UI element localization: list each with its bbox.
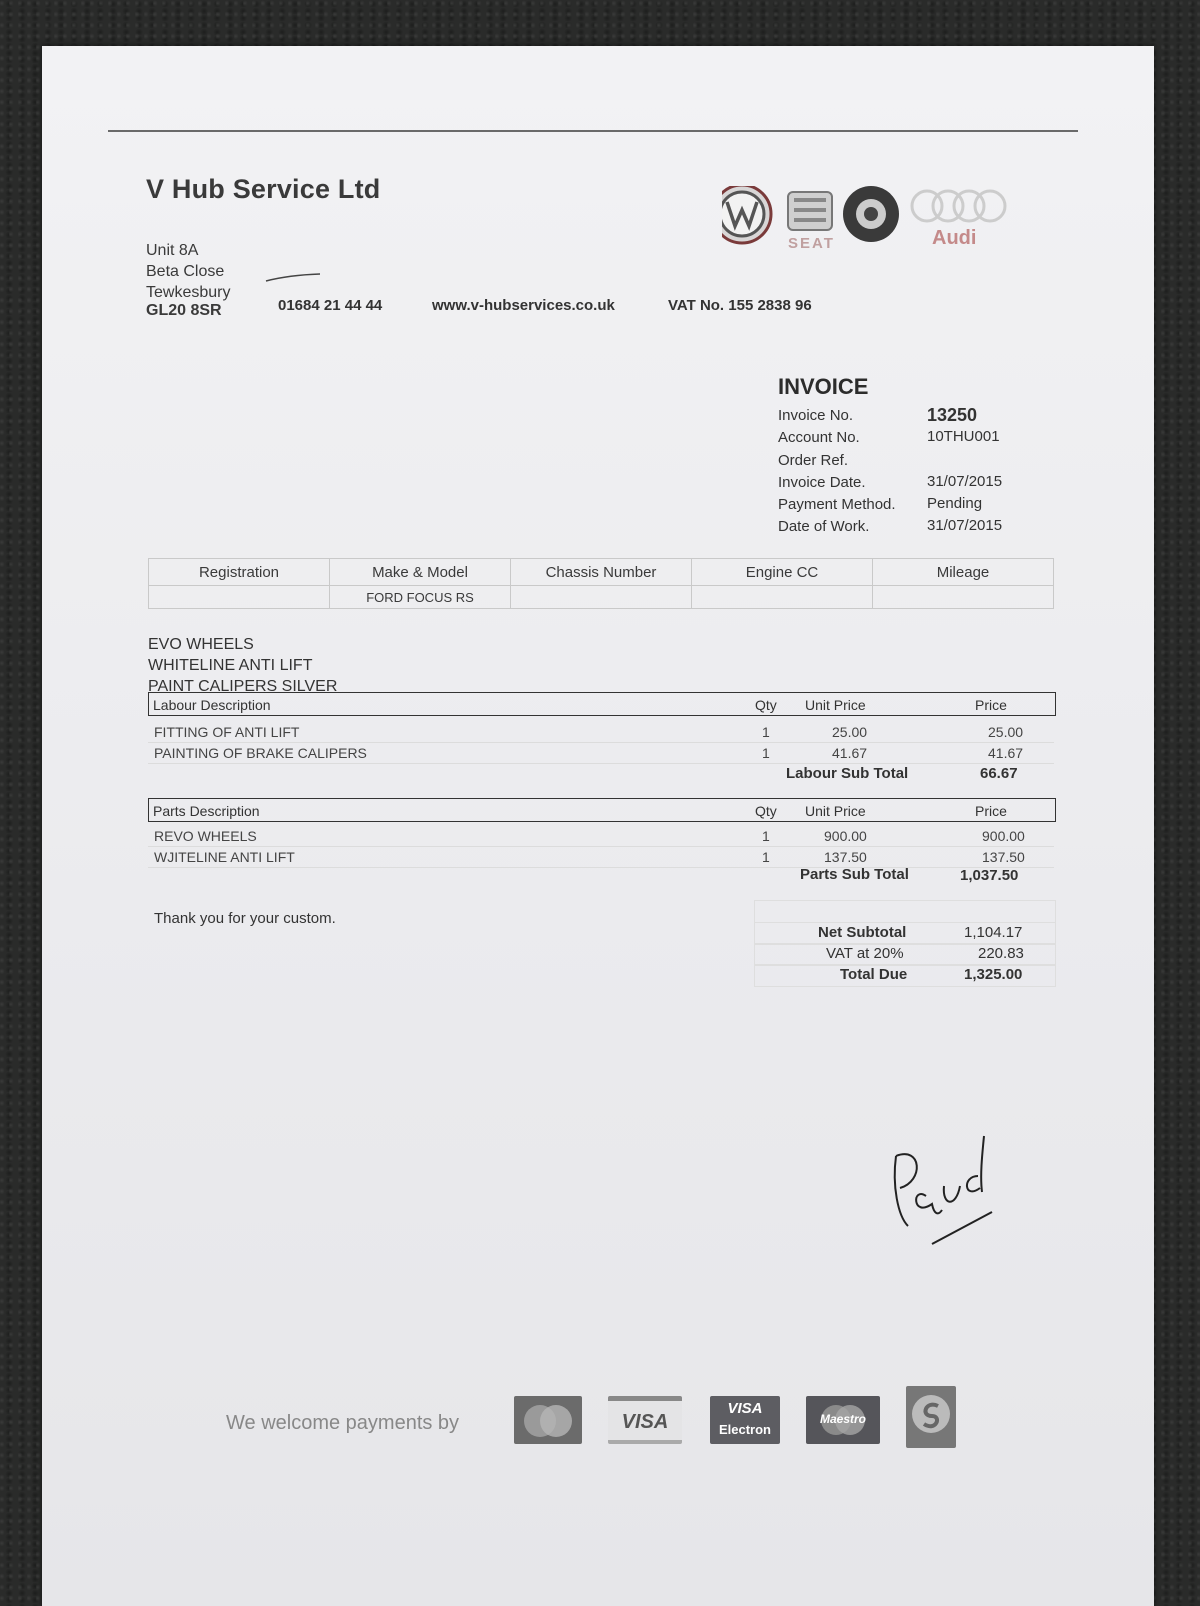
registration-value [149,586,330,609]
parts-header [148,798,1056,822]
vat-value: 220.83 [978,945,1024,962]
parts-subtotal-value: 1,037.50 [960,867,1019,884]
skoda-logo-icon [843,186,899,242]
parts-qty-header: Qty [755,803,777,819]
labour-qty: 1 [762,745,770,761]
total-due-value: 1,325.00 [964,966,1023,983]
labour-qty-header: Qty [755,697,777,713]
make-model-value: FORD FOCUS RS [330,586,511,609]
totals-spacer [754,900,1056,923]
chassis-number-header: Chassis Number [511,559,692,586]
total-due-label: Total Due [840,966,908,983]
visa-electron-top-text: VISA [727,1400,763,1417]
registration-header: Registration [149,559,330,586]
vat-number: VAT No. 155 2838 96 [668,297,812,314]
labour-desc: PAINTING OF BRAKE CALIPERS [154,745,367,761]
vat-label: VAT at 20% [826,945,904,962]
parts-price: 900.00 [982,828,1025,844]
visa-electron-bottom-text: Electron [718,1422,771,1437]
vehicle-value-row [149,586,1054,609]
website: www.v-hubservices.co.uk [432,297,615,314]
chassis-number-value [511,586,692,609]
labour-unit-header: Unit Price [805,697,866,713]
header-rule [108,130,1078,132]
vehicle-header-row [149,559,1054,586]
invoice-title: INVOICE [778,374,869,399]
seat-wordmark: SEAT [788,235,835,252]
payment-method-label: Payment Method. [778,496,896,513]
account-no-value: 10THU001 [927,428,1000,445]
payments-label: We welcome payments by [226,1412,460,1434]
visa-logo-icon [608,1396,682,1444]
thank-you-note: Thank you for your custom. [154,910,336,927]
labour-row [148,721,1054,743]
parts-price: 137.50 [982,849,1025,865]
note-line: WHITELINE ANTI LIFT [148,657,313,674]
invoice-no-label: Invoice No. [778,407,854,424]
pen-mark [264,270,322,280]
mileage-header: Mileage [873,559,1054,586]
invoice-date-label: Invoice Date. [778,474,866,491]
parts-desc-header: Parts Description [153,803,260,819]
labour-price: 25.00 [988,724,1024,740]
address-line-2: Beta Close [146,263,225,280]
signature [882,1126,1002,1246]
signature-graphic [882,1126,1002,1246]
visa-electron-logo-icon [710,1396,780,1444]
brand-logos-graphic [722,186,1082,256]
job-notes [148,634,337,697]
brand-logos [722,186,1082,256]
mastercard-logo-icon [514,1396,582,1444]
labour-header [148,692,1056,716]
parts-subtotal-label: Parts Sub Total [800,866,909,883]
parts-row [148,825,1054,847]
invoice-paper [42,46,1154,1606]
date-of-work-value: 31/07/2015 [927,517,1003,534]
labour-price: 41.67 [988,745,1024,761]
address-line-1: Unit 8A [146,242,199,259]
company-name: V Hub Service Ltd [146,174,381,204]
phone-number: 01684 21 44 44 [278,297,383,314]
labour-subtotal-label: Labour Sub Total [786,765,909,782]
engine-cc-value [692,586,873,609]
labour-unit: 41.67 [832,745,868,761]
solo-logo-icon [906,1386,956,1448]
invoice-no-value: 13250 [927,405,978,425]
parts-unit-header: Unit Price [805,803,866,819]
maestro-logo-icon [806,1396,880,1444]
address-line-3: Tewkesbury [146,284,231,301]
parts-qty: 1 [762,849,770,865]
parts-unit: 137.50 [824,849,867,865]
postcode: GL20 8SR [146,302,222,319]
engine-cc-header: Engine CC [692,559,873,586]
audi-wordmark: Audi [932,227,977,249]
note-line: PAINT CALIPERS SILVER [148,678,338,695]
parts-price-header: Price [975,803,1007,819]
invoice-date-value: 31/07/2015 [927,473,1003,490]
labour-row [148,742,1054,764]
parts-desc: REVO WHEELS [154,828,257,844]
labour-price-header: Price [975,697,1007,713]
account-no-label: Account No. [778,429,860,446]
parts-unit: 900.00 [824,828,867,844]
net-subtotal-label: Net Subtotal [818,924,907,941]
make-model-header: Make & Model [330,559,511,586]
labour-desc-header: Labour Description [153,697,271,713]
parts-desc: WJITELINE ANTI LIFT [154,849,295,865]
labour-desc: FITTING OF ANTI LIFT [154,724,300,740]
parts-row [148,846,1054,868]
vw-logo-icon [722,186,771,243]
mileage-value [873,586,1054,609]
labour-subtotal-value: 66.67 [980,765,1018,782]
audi-rings-icon [912,191,1005,221]
labour-unit: 25.00 [832,724,868,740]
vehicle-table [148,558,1054,609]
date-of-work-label: Date of Work. [778,518,870,535]
visa-text: VISA [621,1411,669,1433]
labour-qty: 1 [762,724,770,740]
parts-qty: 1 [762,828,770,844]
payment-method-value: Pending [927,495,983,512]
maestro-text: Maestro [819,1412,866,1426]
net-subtotal-value: 1,104.17 [964,924,1023,941]
order-ref-label: Order Ref. [778,452,849,469]
note-line: EVO WHEELS [148,636,254,653]
seat-logo-icon [788,192,832,230]
